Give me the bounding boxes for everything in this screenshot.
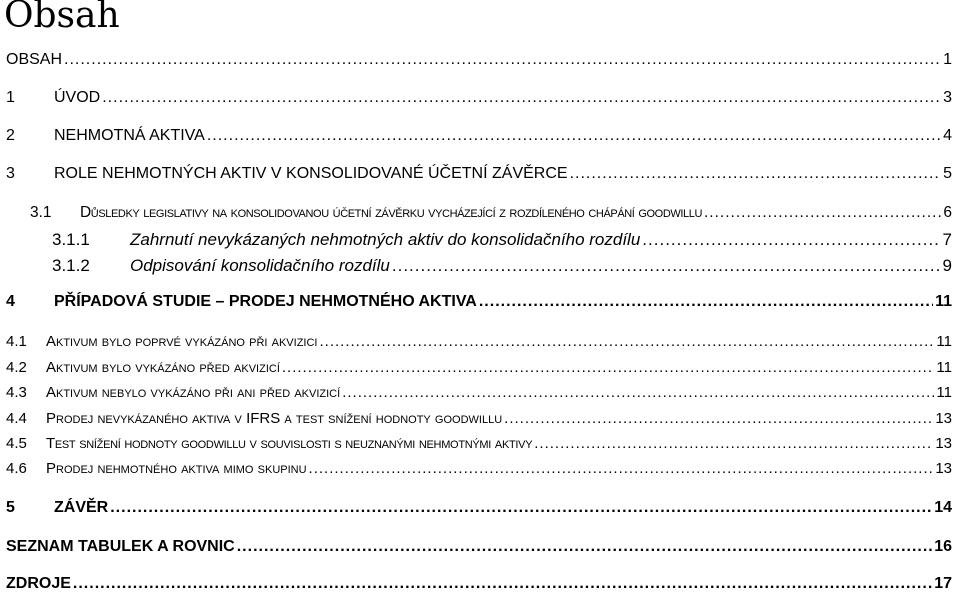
toc-entry-title[interactable]: Zahrnutí nevykázaných nehmotných aktiv do konsolidačního rozdílu [130, 230, 641, 249]
toc-leader-dots [73, 575, 932, 593]
page-title: Obsah [4, 0, 120, 36]
toc-entry-title[interactable]: Důsledky legislativy na konsolidovanou účetní závěrku vycházející z rozdíleného chápání goodwillu [80, 204, 702, 221]
toc-entry-4-6[interactable] [6, 460, 952, 477]
toc-entry-4-2[interactable] [6, 359, 952, 376]
toc-section-number: 3 [6, 165, 15, 182]
toc-page-number: 5 [943, 165, 952, 182]
toc-page-number: 7 [942, 230, 952, 249]
toc-section-number: 4.3 [6, 384, 27, 401]
toc-leader-dots [110, 499, 932, 517]
toc-leader-dots [342, 384, 934, 401]
toc-entry-3-1-2[interactable] [52, 256, 952, 276]
toc-page-number: 3 [943, 89, 952, 106]
toc-entry-3[interactable] [6, 165, 952, 183]
toc-entry-title[interactable]: PŘÍPADOVÁ STUDIE – PRODEJ NEHMOTNÉHO AKTIVA [54, 293, 477, 310]
toc-entry-title[interactable]: ROLE NEHMOTNÝCH AKTIV V KONSOLIDOVANÉ ÚČETNÍ ZÁVĚRCE [54, 165, 568, 182]
toc-leader-dots [392, 256, 941, 276]
toc-page-number: 13 [935, 460, 952, 477]
toc-page-number: 6 [943, 204, 952, 221]
toc-leader-dots [534, 435, 933, 452]
toc-entry-title[interactable]: NEHMOTNÁ AKTIVA [54, 127, 205, 144]
toc-entry-title[interactable]: OBSAH [6, 51, 63, 68]
toc-section-number: 4 [6, 293, 15, 310]
toc-page-number: 9 [942, 256, 952, 275]
toc-section-number: 4.2 [6, 359, 27, 376]
toc-page-number: 4 [943, 127, 952, 144]
toc-leader-dots [642, 230, 940, 250]
toc-page-number: 11 [936, 333, 952, 350]
toc-entry-4-5[interactable] [6, 435, 952, 452]
toc-leader-dots [479, 293, 933, 311]
toc-entry-5[interactable] [6, 499, 952, 517]
toc-section-number: 5 [6, 499, 15, 516]
toc-entry-4-1[interactable] [6, 333, 952, 350]
toc-page-number: 11 [935, 293, 952, 310]
toc-entry-title[interactable]: Test snížení hodnoty goodwillu v souvislosti s neuznanými nehmotnými aktivy [46, 435, 533, 452]
toc-entry-title[interactable]: ZÁVĚR [54, 499, 109, 516]
toc-entry-1[interactable] [6, 89, 952, 107]
toc-entry-2[interactable] [6, 127, 952, 145]
toc-leader-dots [102, 89, 941, 107]
toc-entry-title[interactable]: Odpisování konsolidačního rozdílu [130, 256, 390, 275]
toc-leader-dots [237, 538, 932, 556]
toc-page-number: 11 [936, 359, 952, 376]
toc-entry-obsah[interactable] [6, 51, 952, 69]
toc-entry-seznam-tabulek[interactable] [6, 538, 952, 556]
toc-leader-dots [504, 410, 933, 427]
toc-leader-dots [64, 51, 941, 69]
toc-page-number: 17 [934, 575, 952, 592]
toc-entry-title[interactable]: Aktivum bylo vykázáno před akvizicí [46, 359, 280, 376]
toc-section-number: 3.1.1 [52, 230, 90, 249]
toc-entry-title[interactable]: ZDROJE [6, 575, 71, 592]
toc-page-number: 16 [934, 538, 952, 555]
toc-section-number: 4.1 [6, 333, 27, 350]
toc-entry-3-1[interactable] [30, 204, 952, 222]
toc-page-number: 14 [934, 499, 952, 516]
toc-entry-4-3[interactable] [6, 384, 952, 401]
toc-entry-title[interactable]: Aktivum bylo poprvé vykázáno při akvizici [46, 333, 318, 350]
toc-entry-title[interactable]: Prodej nehmotného aktiva mimo skupinu [46, 460, 307, 477]
toc-leader-dots [282, 359, 935, 376]
toc-page-number: 11 [936, 384, 952, 401]
toc-entry-title[interactable]: SEZNAM TABULEK A ROVNIC [6, 538, 235, 555]
toc-entry-zdroje[interactable] [6, 575, 952, 593]
toc-entry-title[interactable]: ÚVOD [54, 89, 101, 106]
toc-entry-4-4[interactable] [6, 410, 952, 427]
toc-section-number: 2 [6, 127, 15, 144]
toc-page-number: 1 [943, 51, 952, 68]
toc-section-number: 4.5 [6, 435, 27, 452]
toc-leader-dots [207, 127, 941, 145]
toc-leader-dots [319, 333, 934, 350]
toc-entry-title[interactable]: Prodej nevykázaného aktiva v IFRS a test snížení hodnoty goodwillu [46, 410, 503, 427]
toc-page-number: 13 [935, 410, 952, 427]
toc-entry-4[interactable] [6, 293, 952, 311]
toc-page-number: 13 [935, 435, 952, 452]
toc-section-number: 4.6 [6, 460, 27, 477]
toc-entry-3-1-1[interactable] [52, 230, 952, 250]
toc-leader-dots [309, 460, 934, 477]
toc-section-number: 3.1.2 [52, 256, 90, 275]
toc-section-number: 1 [6, 89, 15, 106]
toc-leader-dots [704, 204, 941, 222]
toc-leader-dots [570, 165, 942, 183]
toc-entry-title[interactable]: Aktivum nebylo vykázáno při ani před akvizicí [46, 384, 341, 401]
toc-section-number: 4.4 [6, 410, 27, 427]
toc-section-number: 3.1 [30, 204, 52, 221]
